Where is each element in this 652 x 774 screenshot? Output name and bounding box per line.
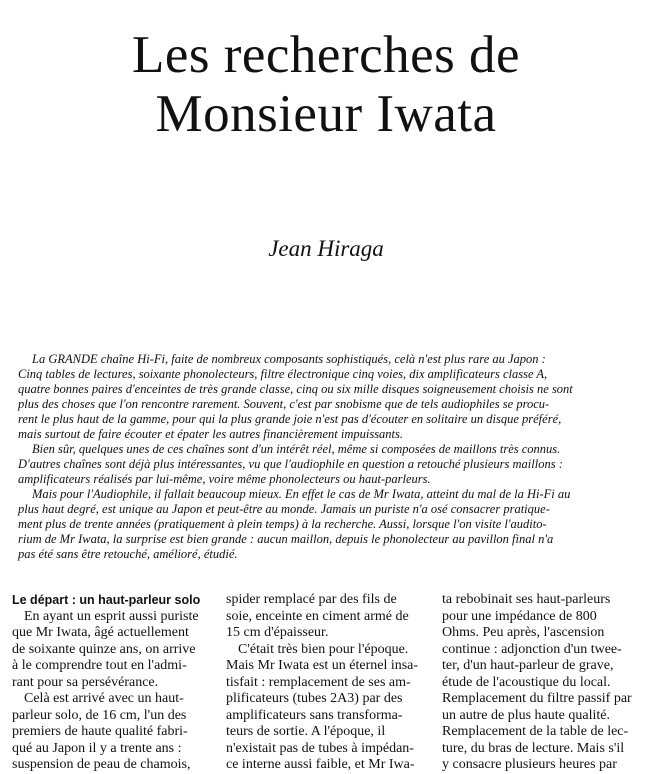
body-line: plificateurs (tubes 2A3) par des [226,691,403,706]
intro-line: rium de Mr Iwata, la surprise est bien grande : aucun maillon, depuis le phonolecteur au pavillon final n'a [18,532,554,546]
body-column-3 [442,592,648,774]
body-line: soie, enceinte en ciment armé de [226,608,409,624]
body-line: amplificateurs sans transforma- [226,707,403,723]
intro-line: pas été sans être retouché, amélioré, étudié. [18,547,238,561]
body-line: teurs de sortie. A l'époque, il [226,724,386,739]
body-line: rant pour sa persévérance. [12,674,159,690]
body-column-2 [226,592,432,774]
body-line: que Mr Iwata, âgé actuellement [12,625,189,640]
article-title-line-2: Monsieur Iwata [155,85,497,143]
body-line: En ayant un esprit aussi puriste [24,608,199,624]
author-byline: Jean Hiraga [268,236,384,261]
body-line: y consacre plusieurs heures par [442,757,617,772]
body-line: C'était très bien pour l'époque. [238,641,409,657]
body-line: suspension de peau de chamois, [12,757,191,772]
intro-line: quatre bonnes paires d'enceintes de très grande classe, cinq ou six mille disques soigneusement choisis ne sont [18,382,573,396]
body-line: de soixante quinze ans, on arrive [12,641,196,657]
intro-line: mais surtout de faire écouter et épater les autres financièrement impuissants. [18,427,404,441]
intro-line: rent le plus haut de la gamme, pour qui la plus grande joie n'est pas d'écouter en solitaire un disque préféré, [18,412,562,426]
body-line: un autre de plus haute qualité. [442,707,610,723]
body-line: qué au Japon il y a trente ans : [12,740,182,756]
body-line: Remplacement de la table de lec- [442,724,629,739]
body-line: Mais Mr Iwata est un éternel insa- [226,658,419,673]
body-column-1 [12,592,218,774]
article-title-line-1: Les recherches de [131,26,521,84]
intro-line: Bien sûr, quelques unes de ces chaînes sont d'un intérêt réel, même si composées de maillons très connus. [32,442,561,456]
body-line: Ohms. Peu après, l'ascension [442,625,605,640]
body-line: pour une impédance de 800 [442,608,597,624]
body-line: à le comprendre tout en l'admi- [12,658,187,673]
body-line: 15 cm d'épaisseur. [226,625,329,640]
body-line: tisfait : remplacement de ses am- [226,674,411,690]
intro-line: La GRANDE chaîne Hi-Fi, faite de nombreux composants sophistiqués, celà n'est plus rare au Japon : [32,352,546,366]
body-line: Remplacement du filtre passif par [442,691,632,706]
body-line: ce interne aussi faible, et Mr Iwa- [226,757,415,772]
body-line: ture, du bras de lecture. Mais s'il [442,740,625,756]
body-line: parleur solo, de 16 cm, l'un des [12,707,187,723]
body-line: spider remplacé par des fils de [226,592,397,607]
intro-line: Cinq tables de lectures, soixante phonolecteurs, filtre électronique cinq voies, dix amplificateurs classe A, [18,367,548,381]
intro-line: plus des choses que l'on rencontre rarement. Souvent, c'est par snobisme que de tels audiophiles se procu- [18,397,550,411]
intro-paragraph [18,352,648,562]
body-line: étude de l'acoustique du local. [442,674,611,690]
intro-line: Mais pour l'Audiophile, il fallait beaucoup mieux. En effet le cas de Mr Iwata, atteint du mal de la Hi-Fi au [32,487,571,501]
body-line: n'existait pas de tubes à impédan- [226,740,414,756]
intro-line: D'autres chaînes sont déjà plus intéressantes, vu que l'audiophile en question a retouché plusieurs maillons : [18,457,563,471]
body-line: ter, d'un haut-parleur de grave, [442,658,614,673]
body-line: premiers de haute qualité fabri- [12,724,188,739]
section-heading: Le départ : un haut-parleur solo [12,593,201,607]
body-line: continue : adjonction d'un twee- [442,641,622,657]
intro-line: amplificateurs réalisés par lui-même, voire même phonolecteurs ou haut-parleurs. [18,472,431,486]
intro-line: plus haut degré, est unique au Japon et peut-être au monde. Jamais un puriste n'a osé consacrer pratique- [18,502,550,516]
intro-line: ment plus de trente années (pratiquement à plein temps) à la recherche. Aussi, lorsque l'on visite l'audito- [18,517,547,531]
body-line: Celà est arrivé avec un haut- [24,691,184,706]
body-line: ta rebobinait ses haut-parleurs [442,592,611,607]
